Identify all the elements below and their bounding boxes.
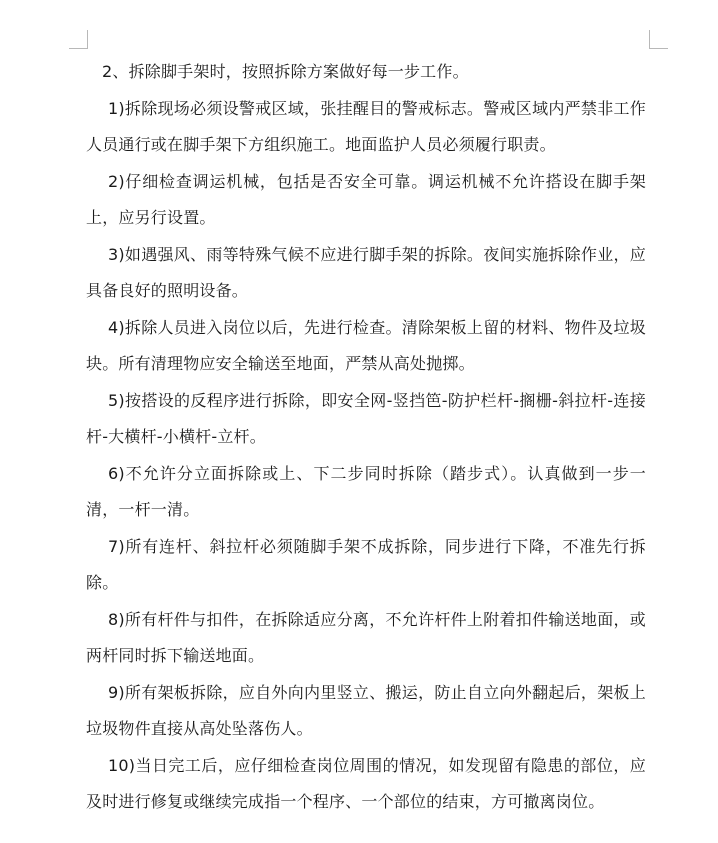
top-right-margin-mark	[649, 30, 668, 49]
list-item: 7)所有连杆、斜拉杆必须随脚手架不成拆除，同步进行下降，不准先行拆除。	[86, 536, 646, 592]
list-item: 10)当日完工后，应仔细检查岗位周围的情况，如发现留有隐患的部位，应及时进行修复或继续完成指一个程序、一个部位的结束，方可撤离岗位。	[86, 755, 646, 811]
list-item: 5)按搭设的反程序进行拆除，即安全网-竖挡笆-防护栏杆-搁栅-斜拉杆-连接杆-大横杆-小横杆-立杆。	[86, 390, 646, 446]
list-item: 6)不允许分立面拆除或上、下二步同时拆除（踏步式）。认真做到一步一清，一杆一清。	[86, 463, 646, 519]
list-item: 9)所有架板拆除，应自外向内里竖立、搬运，防止自立向外翻起后，架板上垃圾物件直接从高处坠落伤人。	[86, 682, 646, 738]
list-item: 1)拆除现场必须设警戒区域，张挂醒目的警戒标志。警戒区域内严禁非工作人员通行或在脚手架下方组织施工。地面监护人员必须履行职责。	[86, 98, 646, 154]
list-item: 8)所有杆件与扣件，在拆除适应分离，不允许杆件上附着扣件输送地面，或两杆同时拆下输送地面。	[86, 609, 646, 665]
list-item: 4)拆除人员进入岗位以后，先进行检查。清除架板上留的材料、物件及垃圾块。所有清理物应安全输送至地面，严禁从高处抛掷。	[86, 317, 646, 373]
list-item: 3)如遇强风、雨等特殊气候不应进行脚手架的拆除。夜间实施拆除作业，应具备良好的照明设备。	[86, 244, 646, 300]
top-left-margin-mark	[69, 30, 88, 49]
list-item: 2)仔细检查调运机械，包括是否安全可靠。调运机械不允许搭设在脚手架上，应另行设置。	[86, 171, 646, 227]
document-body	[86, 54, 646, 821]
section-heading: 2、拆除脚手架时，按照拆除方案做好每一步工作。	[102, 62, 469, 81]
